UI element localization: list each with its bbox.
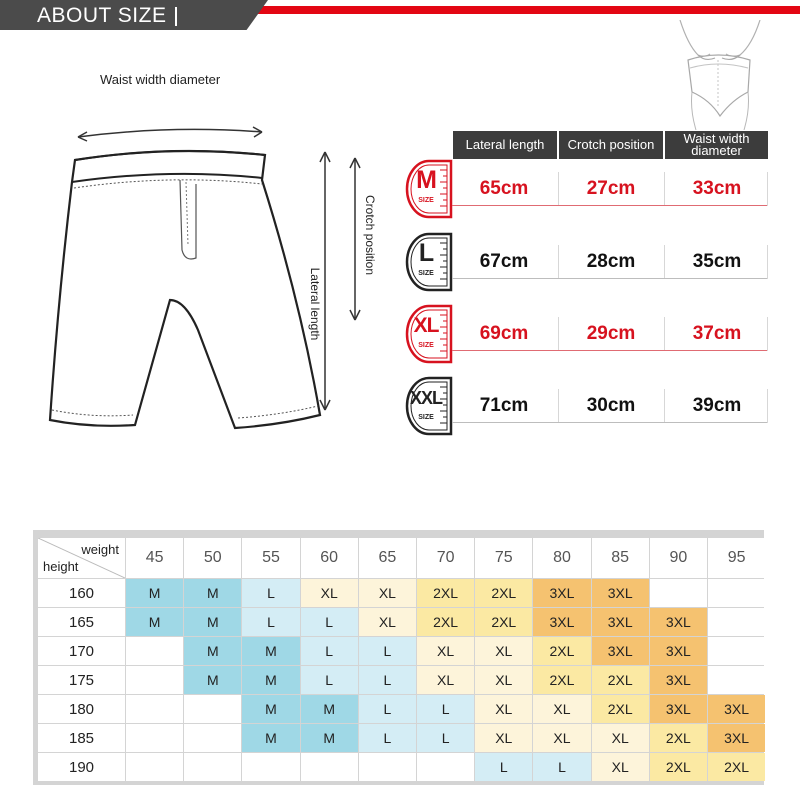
weight-header: 75 <box>475 538 532 578</box>
size-cell: 3XL <box>650 695 707 723</box>
row-underline <box>452 278 768 279</box>
weight-axis-label: weight <box>81 542 119 557</box>
row-underline <box>452 205 768 206</box>
size-cell: L <box>417 695 474 723</box>
height-header: 170 <box>38 637 125 665</box>
title-separator <box>175 7 177 26</box>
size-cell: M <box>242 637 299 665</box>
size-cell <box>126 753 183 781</box>
spec-header-waist: Waist width diameter <box>665 131 768 159</box>
size-cell: XL <box>417 637 474 665</box>
weight-header: 70 <box>417 538 474 578</box>
size-letter: M <box>416 166 436 194</box>
size-cell: L <box>359 724 416 752</box>
size-badge-xxl <box>405 375 453 437</box>
size-cell <box>126 637 183 665</box>
size-cell <box>126 724 183 752</box>
weight-header: 95 <box>708 538 765 578</box>
size-cell <box>359 753 416 781</box>
size-cell: XL <box>359 579 416 607</box>
size-cell <box>301 753 358 781</box>
size-cell: XL <box>359 608 416 636</box>
weight-header: 90 <box>650 538 707 578</box>
size-cell: 2XL <box>417 608 474 636</box>
size-cell: 2XL <box>650 753 707 781</box>
size-badge-xl <box>405 303 453 365</box>
size-cell: 3XL <box>592 637 649 665</box>
size-cell: XL <box>533 695 590 723</box>
row-underline <box>452 350 768 351</box>
size-cell: XL <box>417 666 474 694</box>
waist-width-label: Waist width diameter <box>100 72 221 87</box>
spec-value: 37cm <box>664 317 769 350</box>
model-illustration <box>660 20 770 130</box>
spec-value: 71cm <box>479 394 529 416</box>
size-cell: L <box>359 666 416 694</box>
size-cell: M <box>184 579 241 607</box>
weight-header: 50 <box>184 538 241 578</box>
size-cell: 2XL <box>475 579 532 607</box>
size-cell: XL <box>301 579 358 607</box>
size-cell <box>417 753 474 781</box>
size-letter: XL <box>413 314 439 337</box>
size-cell: L <box>533 753 590 781</box>
size-cell <box>708 637 765 665</box>
size-cell <box>184 753 241 781</box>
spec-value: 30cm <box>558 389 663 422</box>
height-header: 190 <box>38 753 125 781</box>
height-header: 185 <box>38 724 125 752</box>
size-cell: L <box>301 637 358 665</box>
spec-row-m <box>452 172 768 206</box>
spec-value: 65cm <box>479 177 529 199</box>
shorts-outline <box>0 40 400 500</box>
size-cell: 3XL <box>650 666 707 694</box>
height-header: 175 <box>38 666 125 694</box>
size-cell: 3XL <box>650 608 707 636</box>
spec-value: 69cm <box>479 322 529 344</box>
size-cell <box>708 666 765 694</box>
spec-header-crotch: Crotch position <box>559 131 663 159</box>
lateral-length-label: Lateral length <box>308 267 322 341</box>
size-cell: 3XL <box>592 608 649 636</box>
size-badge-l <box>405 231 453 293</box>
size-cell: 3XL <box>708 695 765 723</box>
size-cell: 3XL <box>708 724 765 752</box>
height-axis-label: height <box>43 559 79 574</box>
size-cell: L <box>417 724 474 752</box>
size-cell: 2XL <box>533 637 590 665</box>
spec-value: 39cm <box>664 389 769 422</box>
size-cell: M <box>242 666 299 694</box>
weight-header: 85 <box>592 538 649 578</box>
size-cell: XL <box>475 637 532 665</box>
size-cell: 2XL <box>592 666 649 694</box>
size-cell: L <box>301 608 358 636</box>
size-cell: M <box>301 695 358 723</box>
size-cell <box>184 695 241 723</box>
size-cell <box>650 579 707 607</box>
size-cell: L <box>359 637 416 665</box>
spec-row-l <box>452 245 768 279</box>
size-cell: L <box>301 666 358 694</box>
size-cell: XL <box>533 724 590 752</box>
spec-value: 67cm <box>479 250 529 272</box>
size-cell <box>708 579 765 607</box>
size-cell: XL <box>475 666 532 694</box>
size-caption: SIZE <box>418 270 434 277</box>
size-cell: L <box>242 608 299 636</box>
size-cell: XL <box>592 753 649 781</box>
size-cell: 2XL <box>533 666 590 694</box>
size-cell: 2XL <box>417 579 474 607</box>
size-cell: 2XL <box>650 724 707 752</box>
size-cell <box>708 608 765 636</box>
spec-value: 27cm <box>558 172 663 205</box>
height-header: 180 <box>38 695 125 723</box>
spec-header-lateral: Lateral length <box>453 131 557 159</box>
row-underline <box>452 422 768 423</box>
size-cell: L <box>359 695 416 723</box>
size-cell: M <box>126 608 183 636</box>
size-cell <box>184 724 241 752</box>
size-cell: M <box>126 579 183 607</box>
weight-header: 65 <box>359 538 416 578</box>
size-cell <box>242 753 299 781</box>
size-letter: XXL <box>409 388 442 408</box>
size-cell: 2XL <box>592 695 649 723</box>
size-cell: M <box>242 695 299 723</box>
size-badge-m <box>405 158 453 220</box>
spec-row-xxl <box>452 389 768 423</box>
size-cell: 2XL <box>475 608 532 636</box>
size-cell <box>126 666 183 694</box>
size-cell: 3XL <box>533 579 590 607</box>
row-end-tick <box>767 317 768 351</box>
size-letter: L <box>418 239 434 267</box>
page-title: ABOUT SIZE <box>37 4 167 27</box>
size-cell: 3XL <box>592 579 649 607</box>
shorts-diagram <box>0 40 400 500</box>
size-caption: SIZE <box>418 197 434 204</box>
spec-row-xl <box>452 317 768 351</box>
size-cell: 2XL <box>708 753 765 781</box>
row-end-tick <box>767 389 768 423</box>
grid-corner <box>38 538 125 578</box>
weight-header: 80 <box>533 538 590 578</box>
height-header: 165 <box>38 608 125 636</box>
weight-header: 45 <box>126 538 183 578</box>
size-cell: M <box>184 637 241 665</box>
row-end-tick <box>767 172 768 206</box>
size-caption: SIZE <box>418 414 434 421</box>
size-cell: M <box>184 608 241 636</box>
size-caption: SIZE <box>418 342 434 349</box>
spec-value: 33cm <box>664 172 769 205</box>
size-cell: M <box>301 724 358 752</box>
row-end-tick <box>767 245 768 279</box>
weight-header: 55 <box>242 538 299 578</box>
spec-value: 29cm <box>558 317 663 350</box>
size-cell <box>126 695 183 723</box>
size-cell: 3XL <box>650 637 707 665</box>
size-cell: M <box>242 724 299 752</box>
size-cell: L <box>242 579 299 607</box>
size-cell: M <box>184 666 241 694</box>
size-cell: XL <box>475 695 532 723</box>
size-cell: XL <box>592 724 649 752</box>
spec-value: 28cm <box>558 245 663 278</box>
size-cell: L <box>475 753 532 781</box>
crotch-position-label: Crotch position <box>363 194 377 276</box>
size-cell: XL <box>475 724 532 752</box>
size-cell: 3XL <box>533 608 590 636</box>
height-header: 160 <box>38 579 125 607</box>
weight-header: 60 <box>301 538 358 578</box>
spec-value: 35cm <box>664 245 769 278</box>
